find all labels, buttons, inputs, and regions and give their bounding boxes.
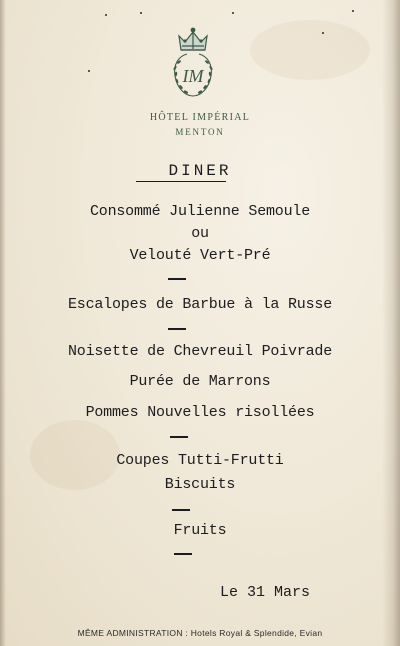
course-separator	[172, 509, 190, 511]
ink-speck	[88, 70, 90, 72]
course-separator	[174, 553, 192, 555]
paper-edge-right	[382, 0, 400, 646]
hotel-name: HÔTEL IMPÉRIAL	[149, 112, 251, 123]
course-separator	[170, 436, 188, 438]
title-underline	[136, 181, 226, 182]
ink-speck	[322, 32, 324, 34]
course-item: Velouté Vert-Pré	[129, 247, 271, 264]
course-connector: ou	[191, 225, 209, 242]
course-item: Consommé Julienne Semoule	[89, 203, 311, 220]
course-item: Coupes Tutti-Frutti	[116, 452, 284, 469]
course-item: Escalopes de Barbue à la Russe	[67, 296, 333, 313]
hotel-crest	[163, 24, 223, 102]
course-separator	[168, 278, 186, 280]
footer-administration: MÊME ADMINISTRATION : Hotels Royal & Splendide, Evian	[77, 628, 323, 638]
course-item: Pommes Nouvelles risollées	[85, 404, 315, 421]
course-item: Fruits	[173, 522, 227, 539]
paper-edge-left	[0, 0, 6, 646]
course-item: Noisette de Chevreuil Poivrade	[67, 343, 333, 360]
ink-speck	[232, 12, 234, 14]
ink-speck	[140, 12, 142, 14]
course-separator	[168, 328, 186, 330]
ink-speck	[352, 10, 354, 12]
monogram: IM	[182, 66, 204, 86]
ink-speck	[105, 14, 107, 16]
paper-stain	[250, 20, 370, 80]
hotel-city: MENTON	[175, 127, 225, 137]
crown-icon	[179, 28, 207, 50]
menu-date: Le 31 Mars	[219, 584, 310, 601]
course-item: Purée de Marrons	[129, 373, 271, 390]
course-item: Biscuits	[164, 476, 236, 493]
menu-title: DINER	[168, 162, 232, 180]
